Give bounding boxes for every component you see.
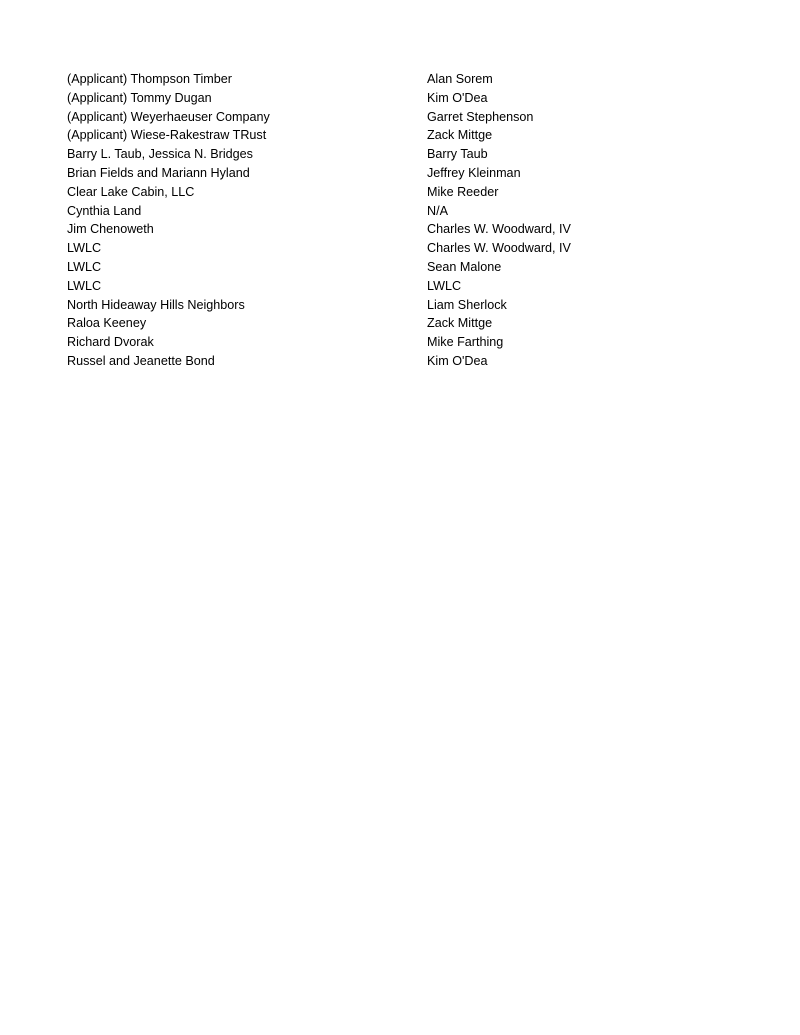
party-name: North Hideaway Hills Neighbors bbox=[67, 297, 245, 312]
table-row bbox=[67, 126, 707, 145]
table-row bbox=[67, 108, 707, 127]
table-row bbox=[67, 145, 707, 164]
party-name: (Applicant) Thompson Timber bbox=[67, 72, 232, 86]
party-name: Russel and Jeanette Bond bbox=[67, 353, 215, 368]
representative-name: Kim O'Dea bbox=[427, 353, 488, 368]
party-name: Brian Fields and Mariann Hyland bbox=[67, 165, 250, 180]
representative-name: Zack Mittge bbox=[427, 128, 493, 143]
table-row bbox=[67, 352, 707, 371]
table-row bbox=[67, 164, 707, 183]
party-name: LWLC bbox=[67, 278, 102, 293]
table-row bbox=[67, 296, 707, 315]
table-row bbox=[67, 258, 707, 277]
representative-name: N/A bbox=[427, 203, 448, 218]
party-name: Raloa Keeney bbox=[67, 316, 147, 331]
table-row bbox=[67, 183, 707, 202]
table-row bbox=[67, 314, 707, 333]
party-name: LWLC bbox=[67, 241, 102, 256]
representative-name: LWLC bbox=[427, 278, 462, 293]
representative-name: Mike Reeder bbox=[427, 184, 499, 199]
representative-name: Charles W. Woodward, IV bbox=[427, 241, 571, 256]
representative-name: Mike Farthing bbox=[427, 335, 504, 350]
representative-name: Charles W. Woodward, IV bbox=[427, 222, 571, 237]
representative-name: Liam Sherlock bbox=[427, 297, 507, 312]
party-name: (Applicant) Wiese-Rakestraw TRust bbox=[67, 128, 267, 143]
representative-name: Zack Mittge bbox=[427, 316, 493, 331]
table-row bbox=[67, 89, 707, 108]
representative-name: Jeffrey Kleinman bbox=[427, 165, 521, 180]
representative-name: Sean Malone bbox=[427, 259, 502, 274]
party-name: LWLC bbox=[67, 259, 102, 274]
party-name: Jim Chenoweth bbox=[67, 222, 154, 237]
party-name: Cynthia Land bbox=[67, 203, 142, 218]
representative-name: Alan Sorem bbox=[427, 72, 493, 86]
party-representative-table bbox=[67, 70, 707, 371]
party-name: Clear Lake Cabin, LLC bbox=[67, 184, 195, 199]
representative-name: Kim O'Dea bbox=[427, 90, 488, 105]
party-name: Barry L. Taub, Jessica N. Bridges bbox=[67, 147, 253, 162]
table-row bbox=[67, 70, 707, 89]
table-row bbox=[67, 202, 707, 221]
party-name: Richard Dvorak bbox=[67, 335, 154, 350]
table-row bbox=[67, 220, 707, 239]
table-row bbox=[67, 333, 707, 352]
table-row bbox=[67, 277, 707, 296]
party-name: (Applicant) Weyerhaeuser Company bbox=[67, 109, 270, 124]
representative-name: Barry Taub bbox=[427, 147, 488, 162]
table-row bbox=[67, 239, 707, 258]
party-name: (Applicant) Tommy Dugan bbox=[67, 90, 212, 105]
representative-name: Garret Stephenson bbox=[427, 109, 534, 124]
